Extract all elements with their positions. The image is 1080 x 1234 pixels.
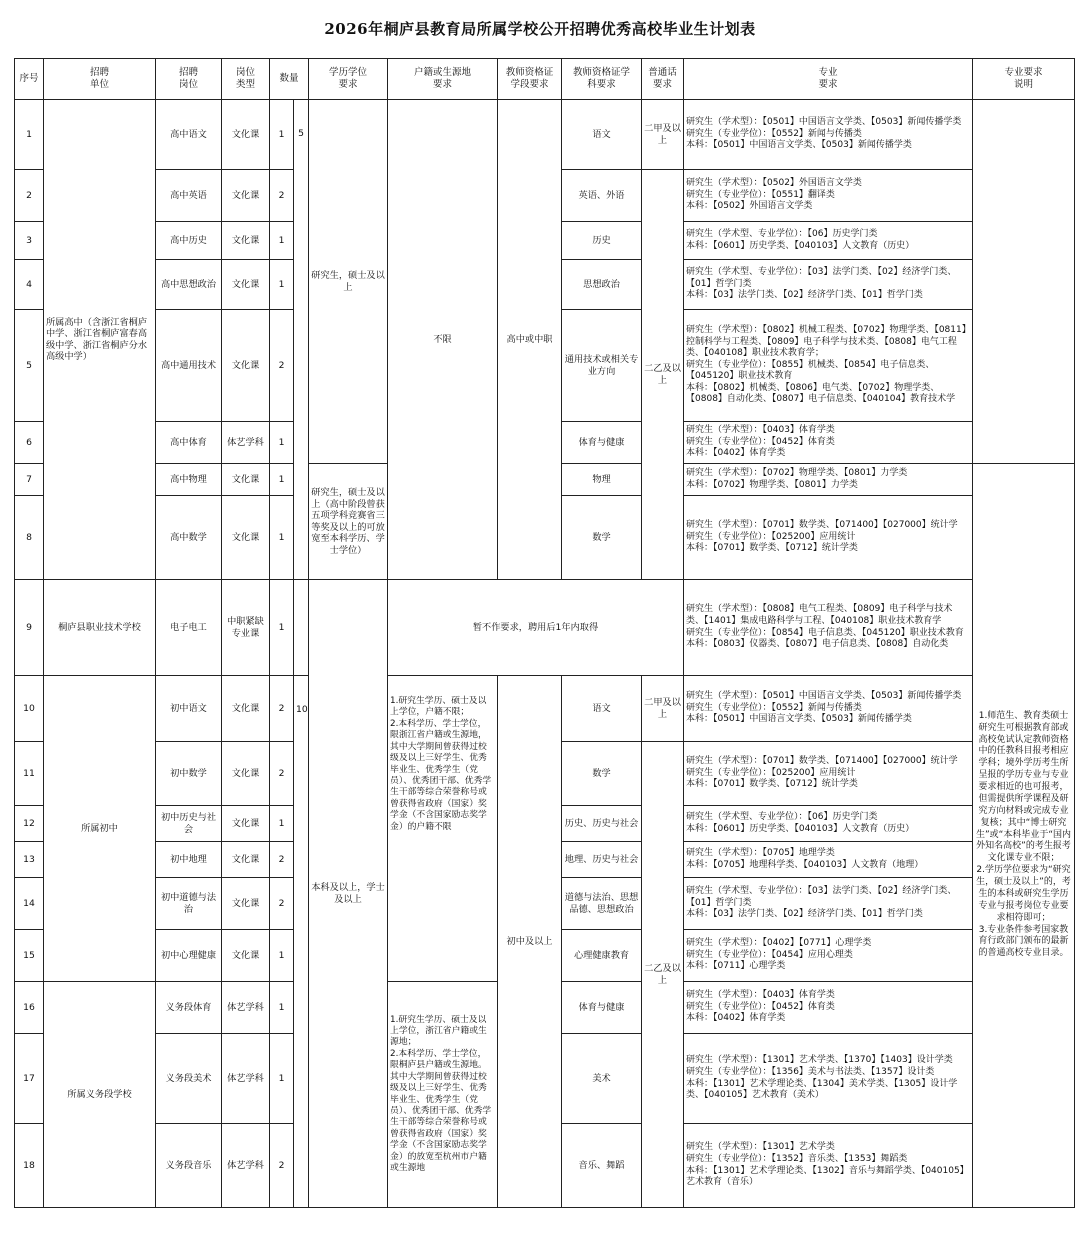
major-line: 研究生（学术型）：【0501】中国语言文学类、【0503】新闻传播学类 [686, 691, 962, 702]
col-cert-subject: 教师资格证学 科要求 [562, 59, 642, 100]
post-type: 文化课 [222, 676, 270, 742]
post-name: 高中语文 [156, 100, 222, 170]
post-count: 1 [270, 100, 294, 170]
post-name: 初中数学 [156, 742, 222, 806]
col-mandarin: 普通话 要求 [642, 59, 684, 100]
major-line: 本科：【0803】仪器类、【0807】电子信息类、【0808】自动化类 [686, 639, 949, 650]
major-line: 研究生（学术型）：【0705】地理学类 [686, 847, 835, 858]
row-number: 2 [15, 170, 44, 222]
major-requirements [684, 676, 973, 742]
major-note: 1.师范生、教育类硕士研究生可根据教育部或高校免试认定教师资格中的任教科目报考相应学科；境外学历考生所呈报的学历专业与专业要求相近的也可报考，但需提供所学课程及研究方向材料或完成专业复核；其中“博士研究生”或“本科毕业于“国内外知名高校”的考生报考文化课专业不限； 2.学历学位要求为“研究生，硕士及以上”的，考生的本科或研究生学历专业与报考岗位专业要求相符即可； 3.专业条件参考国家教育行政部门颁布的最新的普通高校专业目录。 [973, 464, 1075, 1208]
major-requirements [684, 310, 973, 422]
cert-subject: 音乐、舞蹈 [562, 1124, 642, 1208]
major-requirements [684, 222, 973, 260]
major-line: 研究生（专业学位）：【0854】电子信息类、【045120】职业技术教育 [686, 627, 964, 638]
major-line: 研究生（学术型）：【0702】物理学类、【0801】力学类 [686, 467, 908, 478]
major-requirements [684, 982, 973, 1034]
post-name: 初中历史与社会 [156, 806, 222, 842]
hukou-compulsory: 1.研究生学历、硕士及以上学位，浙江省户籍或生源地； 2.本科学历、学士学位，限桐庐县户籍或生源地。其中大学期间曾获得过校级及以上三好学生、优秀毕业生、优秀学生（党员）、优秀团干部、优秀学生干部等综合荣誉称号或曾获得省政府（国家）奖学金（不含国家励志奖学金）的放宽至杭州市户籍或生源地 [388, 982, 498, 1208]
major-requirements [684, 1034, 973, 1124]
cert-stage-high: 高中或中职 [498, 100, 562, 580]
col-hukou: 户籍或生源地 要求 [388, 59, 498, 100]
unit-high: 所属高中（含浙江省桐庐中学、浙江省桐庐富春高级中学、浙江省桐庐分水高级中学） [44, 100, 156, 580]
major-line: 研究生（学术型）：【0701】数学类、【071400】【027000】统计学 [686, 756, 958, 767]
post-name: 高中英语 [156, 170, 222, 222]
major-requirements [684, 580, 973, 676]
major-line: 研究生（学术型）：【1301】艺术学类 [686, 1142, 835, 1153]
hukou-any: 不限 [388, 100, 498, 580]
mandarin-2a: 二甲及以上 [642, 676, 684, 742]
post-name: 义务段音乐 [156, 1124, 222, 1208]
row-number: 14 [15, 878, 44, 930]
page-title: 2026年桐庐县教育局所属学校公开招聘优秀高校毕业生计划表 [324, 20, 756, 38]
cert-subject: 道德与法治、思想品德、思想政治 [562, 878, 642, 930]
post-type: 文化课 [222, 100, 270, 170]
major-line: 研究生（学术型）：【1301】艺术学类、【1370】【1403】设计学类 [686, 1055, 953, 1066]
major-line: 研究生（专业学位）：【025200】应用统计 [686, 531, 856, 542]
cert-subject: 美术 [562, 1034, 642, 1124]
row-number: 12 [15, 806, 44, 842]
cert-subject: 英语、外语 [562, 170, 642, 222]
post-count: 2 [270, 170, 294, 222]
major-line: 研究生（学术型）：【0403】体育学类 [686, 425, 835, 436]
major-line: 本科：【0601】历史学类、【040103】人文教育（历史） [686, 240, 915, 251]
post-name: 电子电工 [156, 580, 222, 676]
row-number: 16 [15, 982, 44, 1034]
post-type: 文化课 [222, 842, 270, 878]
total-empty [294, 580, 309, 676]
post-name: 高中数学 [156, 496, 222, 580]
table-row [15, 100, 1075, 170]
post-type: 文化课 [222, 742, 270, 806]
major-requirements [684, 260, 973, 310]
col-note: 专业要求 说明 [973, 59, 1075, 100]
major-line: 研究生（专业学位）：【1352】音乐类、【1353】舞蹈类 [686, 1153, 908, 1164]
row-number: 4 [15, 260, 44, 310]
col-count: 数量 [270, 59, 309, 100]
post-count: 2 [270, 1124, 294, 1208]
post-count: 2 [270, 742, 294, 806]
row-number: 5 [15, 310, 44, 422]
major-line: 本科：【0802】机械类、【0806】电气类、【0702】物理学类、【0808】自动化类、【0807】电子信息类、【040104】教育技术学 [686, 382, 956, 405]
post-type: 文化课 [222, 260, 270, 310]
cert-subject: 思想政治 [562, 260, 642, 310]
major-line: 本科：【0701】数学类、【0712】统计学类 [686, 543, 858, 554]
post-count: 1 [270, 260, 294, 310]
post-name: 高中体育 [156, 422, 222, 464]
edu-bachelor: 本科及以上，学士及以上 [309, 580, 388, 1208]
cert-stage-middle: 初中及以上 [498, 676, 562, 1208]
post-count: 1 [270, 806, 294, 842]
cert-subject: 地理、历史与社会 [562, 842, 642, 878]
cert-subject: 数学 [562, 496, 642, 580]
total-high: 5 [294, 100, 309, 580]
post-type: 体艺学科 [222, 982, 270, 1034]
post-count: 2 [270, 676, 294, 742]
major-requirements [684, 496, 973, 580]
post-type: 文化课 [222, 170, 270, 222]
major-line: 本科：【0601】历史学类、【040103】人文教育（历史） [686, 823, 915, 834]
row-number: 18 [15, 1124, 44, 1208]
mandarin-2b: 二乙及以上 [642, 170, 684, 580]
major-line: 研究生（专业学位）：【0454】应用心理类 [686, 949, 853, 960]
cert-subject: 体育与健康 [562, 422, 642, 464]
row-number: 10 [15, 676, 44, 742]
unit-middle: 所属初中 [44, 676, 156, 982]
major-requirements [684, 1124, 973, 1208]
cert-subject: 历史、历史与社会 [562, 806, 642, 842]
post-type: 体艺学科 [222, 422, 270, 464]
major-line: 研究生（学术型）：【0802】机械工程类、【0702】物理学类、【0811】控制科学与工程类、【0809】电子科学与技术类、【0808】电气工程类、【040108】职业技术教育学； [686, 325, 967, 359]
header-row [15, 59, 1075, 100]
major-line: 研究生（学术型）：【0501】中国语言文学类、【0503】新闻传播学类 [686, 117, 962, 128]
major-line: 本科：【03】法学门类、【02】经济学门类、【01】哲学门类 [686, 290, 923, 301]
cert-subject: 语文 [562, 100, 642, 170]
major-line: 研究生（专业学位）：【0552】新闻与传播类 [686, 128, 862, 139]
row-number: 8 [15, 496, 44, 580]
post-count: 1 [270, 1034, 294, 1124]
post-type: 文化课 [222, 464, 270, 496]
cert-subject: 心理健康教育 [562, 930, 642, 982]
major-line: 本科：【0701】数学类、【0712】统计学类 [686, 779, 858, 790]
row-number: 1 [15, 100, 44, 170]
edu-graduate: 研究生，硕士及以上 [309, 100, 388, 464]
cert-subject: 历史 [562, 222, 642, 260]
post-type: 体艺学科 [222, 1124, 270, 1208]
col-type: 岗位 类型 [222, 59, 270, 100]
post-name: 高中通用技术 [156, 310, 222, 422]
col-edu: 学历学位 要求 [309, 59, 388, 100]
major-requirements [684, 422, 973, 464]
row-number: 17 [15, 1034, 44, 1124]
post-count: 2 [270, 878, 294, 930]
cert-subject: 通用技术或相关专业方向 [562, 310, 642, 422]
vocational-cert: 暂不作要求，聘用后1年内取得 [388, 580, 684, 676]
major-line: 研究生（专业学位）：【0552】新闻与传播类 [686, 702, 862, 713]
row-number: 7 [15, 464, 44, 496]
post-name: 初中地理 [156, 842, 222, 878]
post-count: 2 [270, 842, 294, 878]
edu-olympiad: 研究生，硕士及以上（高中阶段曾获五项学科竞赛省三等奖及以上的可放宽至本科学历、学士学位） [309, 464, 388, 580]
major-line: 本科：【0501】中国语言文学类、【0503】新闻传播学类 [686, 140, 912, 151]
post-count: 1 [270, 930, 294, 982]
major-line: 本科：【0502】外国语言文学类 [686, 201, 813, 212]
row-number: 15 [15, 930, 44, 982]
cert-subject: 数学 [562, 742, 642, 806]
major-line: 研究生（专业学位）：【0452】体育类 [686, 436, 835, 447]
major-line: 研究生（专业学位）：【0855】机械类、【0854】电子信息类、【045120】职业技术教育 [686, 359, 935, 382]
major-line: 研究生（学术型、专业学位）：【03】法学门类、【02】经济学门类、【01】哲学门类 [686, 267, 957, 289]
major-line: 本科：【1301】艺术学理论类、【1304】美术学类、【1305】设计学类、【040105】艺术教育（美术） [686, 1078, 958, 1101]
cert-subject: 物理 [562, 464, 642, 496]
post-count: 1 [270, 464, 294, 496]
table-row [15, 580, 1075, 676]
post-type: 文化课 [222, 930, 270, 982]
col-cert-stage: 教师资格证 学段要求 [498, 59, 562, 100]
row-number: 6 [15, 422, 44, 464]
major-line: 本科：【0501】中国语言文学类、【0503】新闻传播学类 [686, 714, 912, 725]
post-name: 高中思想政治 [156, 260, 222, 310]
major-line: 本科：【0705】地理科学类、【040103】人文教育（地理） [686, 859, 924, 870]
post-type: 文化课 [222, 222, 270, 260]
major-line: 研究生（专业学位）：【0452】体育类 [686, 1001, 835, 1012]
post-type: 中职紧缺专业课 [222, 580, 270, 676]
mandarin-2b: 二乙及以上 [642, 742, 684, 1208]
row-number: 3 [15, 222, 44, 260]
major-requirements [684, 464, 973, 496]
major-requirements [684, 842, 973, 878]
post-name: 高中物理 [156, 464, 222, 496]
major-line: 本科：【0402】体育学类 [686, 448, 786, 459]
post-name: 初中心理健康 [156, 930, 222, 982]
col-major: 专业 要求 [684, 59, 973, 100]
major-line: 研究生（专业学位）：【0551】翻译类 [686, 189, 835, 200]
post-count: 2 [270, 310, 294, 422]
major-requirements [684, 170, 973, 222]
major-line: 研究生（学术型、专业学位）：【06】历史学门类 [686, 228, 878, 239]
hukou-middle: 1.研究生学历、硕士及以上学位，户籍不限； 2.本科学历、学士学位，限浙江省户籍或生源地，其中大学期间曾获得过校级及以上三好学生、优秀毕业生、优秀学生（党员）、优秀团干部、优秀学生干部等综合荣誉称号或曾获得省政府（国家）奖学金（不含国家励志奖学金）的户籍不限 [388, 676, 498, 982]
major-line: 研究生（专业学位）：【1356】美术与书法类、【1357】设计类 [686, 1066, 935, 1077]
post-type: 文化课 [222, 496, 270, 580]
post-name: 义务段体育 [156, 982, 222, 1034]
post-name: 高中历史 [156, 222, 222, 260]
row-number: 9 [15, 580, 44, 676]
row-number: 13 [15, 842, 44, 878]
post-type: 文化课 [222, 310, 270, 422]
post-count: 1 [270, 496, 294, 580]
unit-compulsory: 所属义务段学校 [44, 982, 156, 1208]
major-line: 本科：【1301】艺术学理论类、【1302】音乐与舞蹈学类、【040105】艺术教育（音乐） [686, 1165, 969, 1188]
col-post: 招聘 岗位 [156, 59, 222, 100]
post-type: 文化课 [222, 806, 270, 842]
post-name: 义务段美术 [156, 1034, 222, 1124]
major-line: 研究生（专业学位）：【025200】应用统计 [686, 767, 856, 778]
major-requirements [684, 930, 973, 982]
table-row [15, 676, 1075, 742]
major-line: 本科：【0702】物理学类、【0801】力学类 [686, 479, 858, 490]
total-middle: 10 [294, 676, 309, 1208]
major-line: 本科：【0711】心理学类 [686, 961, 786, 972]
major-line: 研究生（学术型）：【0402】【0771】心理学类 [686, 938, 872, 949]
major-line: 研究生（学术型、专业学位）：【06】历史学门类 [686, 811, 878, 822]
cert-subject: 语文 [562, 676, 642, 742]
major-line: 研究生（学术型）：【0701】数学类、【071400】【027000】统计学 [686, 520, 958, 531]
major-line: 研究生（学术型）：【0808】电气工程类、【0809】电子科学与技术类、【1401】集成电路科学与工程、【040108】职业技术教育学 [686, 604, 953, 626]
post-count: 1 [270, 982, 294, 1034]
row-number: 11 [15, 742, 44, 806]
cert-subject: 体育与健康 [562, 982, 642, 1034]
post-count: 1 [270, 422, 294, 464]
major-requirements [684, 742, 973, 806]
major-line: 研究生（学术型）：【0502】外国语言文学类 [686, 178, 862, 189]
major-line: 本科：【03】法学门类、【02】经济学门类、【01】哲学门类 [686, 909, 923, 920]
unit-vocational: 桐庐县职业技术学校 [44, 580, 156, 676]
major-requirements [684, 100, 973, 170]
col-seq: 序号 [15, 59, 44, 100]
major-line: 本科：【0402】体育学类 [686, 1013, 786, 1024]
post-name: 初中语文 [156, 676, 222, 742]
major-requirements [684, 878, 973, 930]
recruitment-plan-table [14, 58, 1075, 1208]
major-line: 研究生（学术型、专业学位）：【03】法学门类、【02】经济学门类、【01】哲学门类 [686, 886, 957, 908]
post-type: 文化课 [222, 878, 270, 930]
major-line: 研究生（学术型）：【0403】体育学类 [686, 990, 835, 1001]
major-requirements [684, 806, 973, 842]
note-empty [973, 100, 1075, 464]
post-count: 1 [270, 580, 294, 676]
post-name: 初中道德与法治 [156, 878, 222, 930]
mandarin-2a: 二甲及以上 [642, 100, 684, 170]
post-count: 1 [270, 222, 294, 260]
col-unit: 招聘 单位 [44, 59, 156, 100]
post-type: 体艺学科 [222, 1034, 270, 1124]
